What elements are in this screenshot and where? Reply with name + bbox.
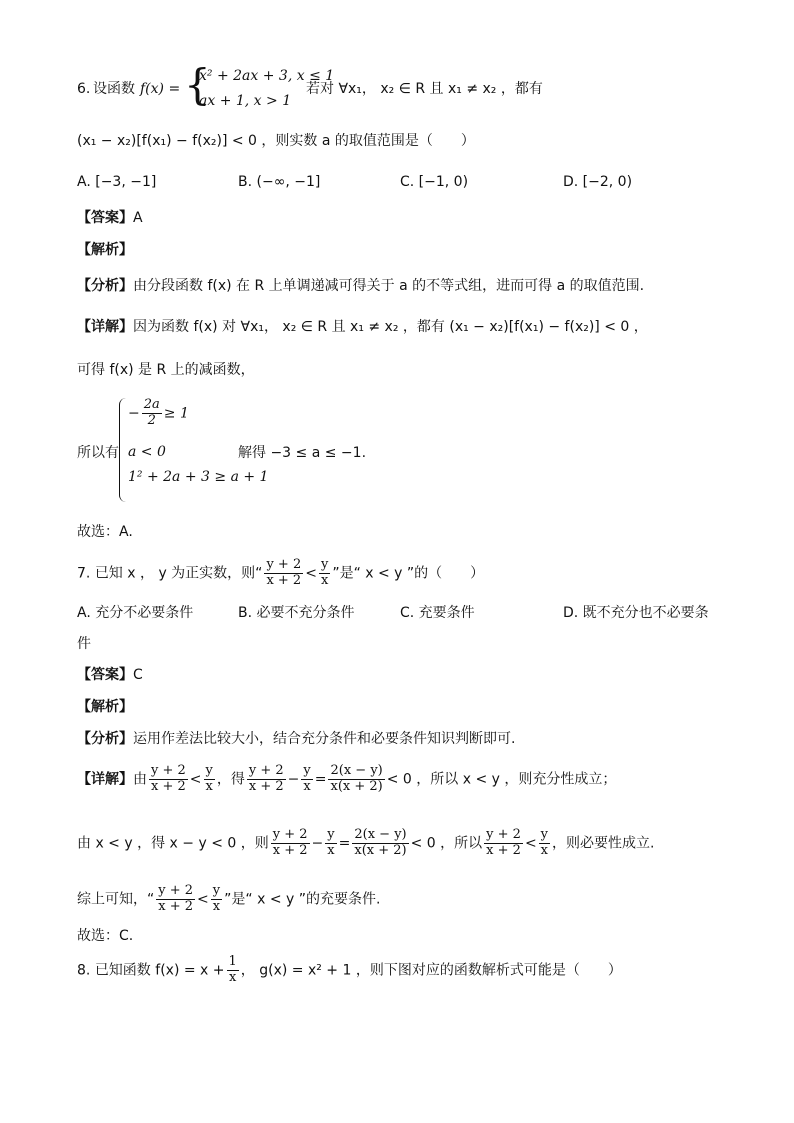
q7-sum-f2-den: x <box>212 898 221 914</box>
q6-system-row1 <box>128 398 189 429</box>
q6-fenxi <box>77 279 644 293</box>
q7-d2-f1 <box>271 828 310 859</box>
q7-fenxi <box>77 732 515 746</box>
q6-fenxi-text: 由分段函数 f(x) 在 R 上单调递减可得关于 a 的不等式组，进而可得 a 的取值范围. <box>133 278 645 294</box>
q8-f-den: x <box>228 969 237 985</box>
q7-d1-minus: − <box>287 771 300 788</box>
q7-answer-value: C <box>133 667 143 683</box>
q7-fr-num: y <box>320 557 329 572</box>
q6-answer-value: A <box>133 210 143 226</box>
q7-detail-line1 <box>77 764 616 795</box>
q7-d2-a: 由 x < y ，得 x − y < 0 ，则 <box>77 835 269 852</box>
q7-d2-f4-num: y + 2 <box>486 827 521 842</box>
q7-fr-den: x <box>320 572 329 588</box>
q7-d1-f5 <box>328 764 384 795</box>
q6-option-b: B. (−∞, −1] <box>238 174 321 190</box>
q6-sys1-tail: ≥ 1 <box>163 405 189 422</box>
q7-stem <box>77 558 484 589</box>
q7-fl-den: x + 2 <box>266 572 302 588</box>
q7-d1-c: < 0 ，所以 x < y ，则充分性成立； <box>386 771 617 788</box>
q7-d1-lt: < <box>189 771 202 788</box>
q7-option-d: D. 既不充分也不必要条 <box>563 605 709 621</box>
q7-d1-b: ，得 <box>216 771 245 788</box>
q6-brace: { <box>184 60 211 109</box>
q6-number: 6. <box>77 81 91 97</box>
q7-sum-f2-num: y <box>212 883 221 898</box>
q7-option-a: A. 充分不必要条件 <box>77 605 194 621</box>
q7-d1-f3 <box>247 764 286 795</box>
q6-system-prefix: 所以有 <box>77 445 119 461</box>
q6-condition-line2: (x₁ − x₂)[f(x₁) − f(x₂)] < 0 ，则实数 a 的取值范围是（ ） <box>77 133 475 149</box>
q7-d2-f4-den: x + 2 <box>486 842 521 858</box>
q7-d1-f2-num: y <box>205 763 213 778</box>
q7-fl-num: y + 2 <box>266 557 302 572</box>
q6-answer <box>77 211 143 225</box>
q7-number: 7. <box>77 565 91 582</box>
q6-option-c: C. [−1, 0) <box>400 174 469 190</box>
q7-d1-f5-num: 2(x − y) <box>330 763 383 778</box>
q6-sys1-num: 2a <box>143 397 160 412</box>
q7-d2-f3-den: x(x + 2) <box>354 842 407 858</box>
q7-xiangjie-tag: 【详解】 <box>77 771 133 788</box>
q7-d2-f5 <box>539 828 550 859</box>
q7-analysis-tag: 【解析】 <box>77 699 133 715</box>
q7-d1-f2-den: x <box>205 778 213 794</box>
q7-d1-f3-den: x + 2 <box>248 778 284 794</box>
q7-d2-f1-num: y + 2 <box>272 827 308 842</box>
q6-sys1-lead: − <box>128 405 140 422</box>
q6-intro: 设函数 <box>93 81 135 97</box>
q7-d2-minus: − <box>311 835 324 852</box>
q7-detail-line2 <box>77 828 654 859</box>
q6-sys1-den: 2 <box>147 412 156 428</box>
q8-stem-a: 已知函数 f(x) = x + <box>94 962 225 979</box>
q7-d1-f1-num: y + 2 <box>151 763 186 778</box>
q6-sys1-fraction <box>142 398 162 429</box>
q6-xiangjie-tag: 【详解】 <box>77 319 133 335</box>
q7-d1-f4-den: x <box>303 778 311 794</box>
q7-answer <box>77 668 143 682</box>
q7-d2-f3 <box>352 828 408 859</box>
q7-fraction-right <box>319 558 330 589</box>
q6-case1: x² + 2ax + 3, x ≤ 1 <box>199 68 335 84</box>
q8-stem-b: ， g(x) = x² + 1 ，则下图对应的函数解析式可能是（ ） <box>240 962 622 979</box>
q6-fenxi-tag: 【分析】 <box>77 278 133 294</box>
q7-d2-f2-num: y <box>327 827 335 842</box>
q7-d1-f4 <box>301 764 312 795</box>
q7-option-c: C. 充要条件 <box>400 605 475 621</box>
q8-fraction <box>227 955 239 986</box>
q7-choose: 故选：C. <box>77 928 134 944</box>
q7-d1-f3-num: y + 2 <box>248 763 284 778</box>
q6-system-row2: a < 0 <box>128 444 166 460</box>
q6-system-brace <box>119 398 126 502</box>
q7-d2-lt: < <box>524 835 537 852</box>
q6-choose: 故选：A. <box>77 524 133 540</box>
q7-summary <box>77 884 380 915</box>
q6-function: f(x) = <box>140 81 181 97</box>
q7-d2-f1-den: x + 2 <box>272 842 308 858</box>
q7-sum-a: 综上可知，“ <box>77 891 155 908</box>
q7-d2-f2 <box>325 828 336 859</box>
q7-fenxi-text: 运用作差法比较大小，结合充分条件和必要条件知识判断即可. <box>133 731 516 747</box>
q6-case2: ax + 1, x > 1 <box>199 93 292 109</box>
q7-d1-eq: = <box>314 771 327 788</box>
q6-solve: 解得 −3 ≤ a ≤ −1. <box>238 445 367 461</box>
q6-condition-line1: 若对 ∀x₁， x₂ ∈ R 且 x₁ ≠ x₂ ，都有 <box>306 81 543 97</box>
q7-stem-b: ”是“ x < y ”的（ ） <box>332 565 485 582</box>
q8-f-num: 1 <box>228 954 237 969</box>
q7-d2-f3-num: 2(x − y) <box>354 827 407 842</box>
q7-d2-b: < 0 ，所以 <box>410 835 483 852</box>
q6-answer-tag: 【答案】 <box>77 210 133 226</box>
q6-option-d: D. [−2, 0) <box>563 174 633 190</box>
q6-xiangjie-text: 因为函数 f(x) 对 ∀x₁， x₂ ∈ R 且 x₁ ≠ x₂ ，都有 (x₁ − x₂)[f(x₁) − f(x₂)] < 0 ， <box>133 319 648 335</box>
q7-sum-lt: < <box>197 891 209 908</box>
q7-sum-f1-den: x + 2 <box>158 898 194 914</box>
q6-system-row3: 1² + 2a + 3 ≥ a + 1 <box>128 469 269 485</box>
q7-sum-f1 <box>156 884 195 915</box>
q7-d2-f5-den: x <box>540 842 549 858</box>
q8-stem <box>77 955 622 986</box>
q7-stem-a: 已知 x ， y 为正实数，则“ <box>94 565 263 582</box>
q7-d2-c: ，则必要性成立. <box>552 835 655 852</box>
q7-d1-f1 <box>149 764 188 795</box>
q7-d1-f4-num: y <box>303 763 311 778</box>
q7-d2-f4 <box>484 828 523 859</box>
q7-d1-a: 由 <box>133 771 147 788</box>
q7-d2-f2-den: x <box>327 842 335 858</box>
q6-deduce: 可得 f(x) 是 R 上的减函数， <box>77 362 255 378</box>
q7-d2-f5-num: y <box>540 827 549 842</box>
q6-option-a: A. [−3, −1] <box>77 174 157 190</box>
q7-sum-b: ”是“ x < y ”的充要条件. <box>224 891 381 908</box>
q7-d1-f5-den: x(x + 2) <box>330 778 383 794</box>
q7-option-b: B. 必要不充分条件 <box>238 605 355 621</box>
q7-sum-f1-num: y + 2 <box>158 883 194 898</box>
q6-analysis-tag: 【解析】 <box>77 242 133 258</box>
q7-fenxi-tag: 【分析】 <box>77 731 133 747</box>
q7-sum-f2 <box>211 884 222 915</box>
q7-lt: < <box>305 565 317 582</box>
q7-d1-f1-den: x + 2 <box>151 778 186 794</box>
q7-answer-tag: 【答案】 <box>77 667 133 683</box>
q7-d2-eq: = <box>338 835 351 852</box>
q6-xiangjie <box>77 320 648 334</box>
q7-d1-f2 <box>204 764 215 795</box>
q8-number: 8. <box>77 962 91 979</box>
q7-option-wrap: 件 <box>77 636 91 652</box>
q7-fraction-left <box>264 558 303 589</box>
